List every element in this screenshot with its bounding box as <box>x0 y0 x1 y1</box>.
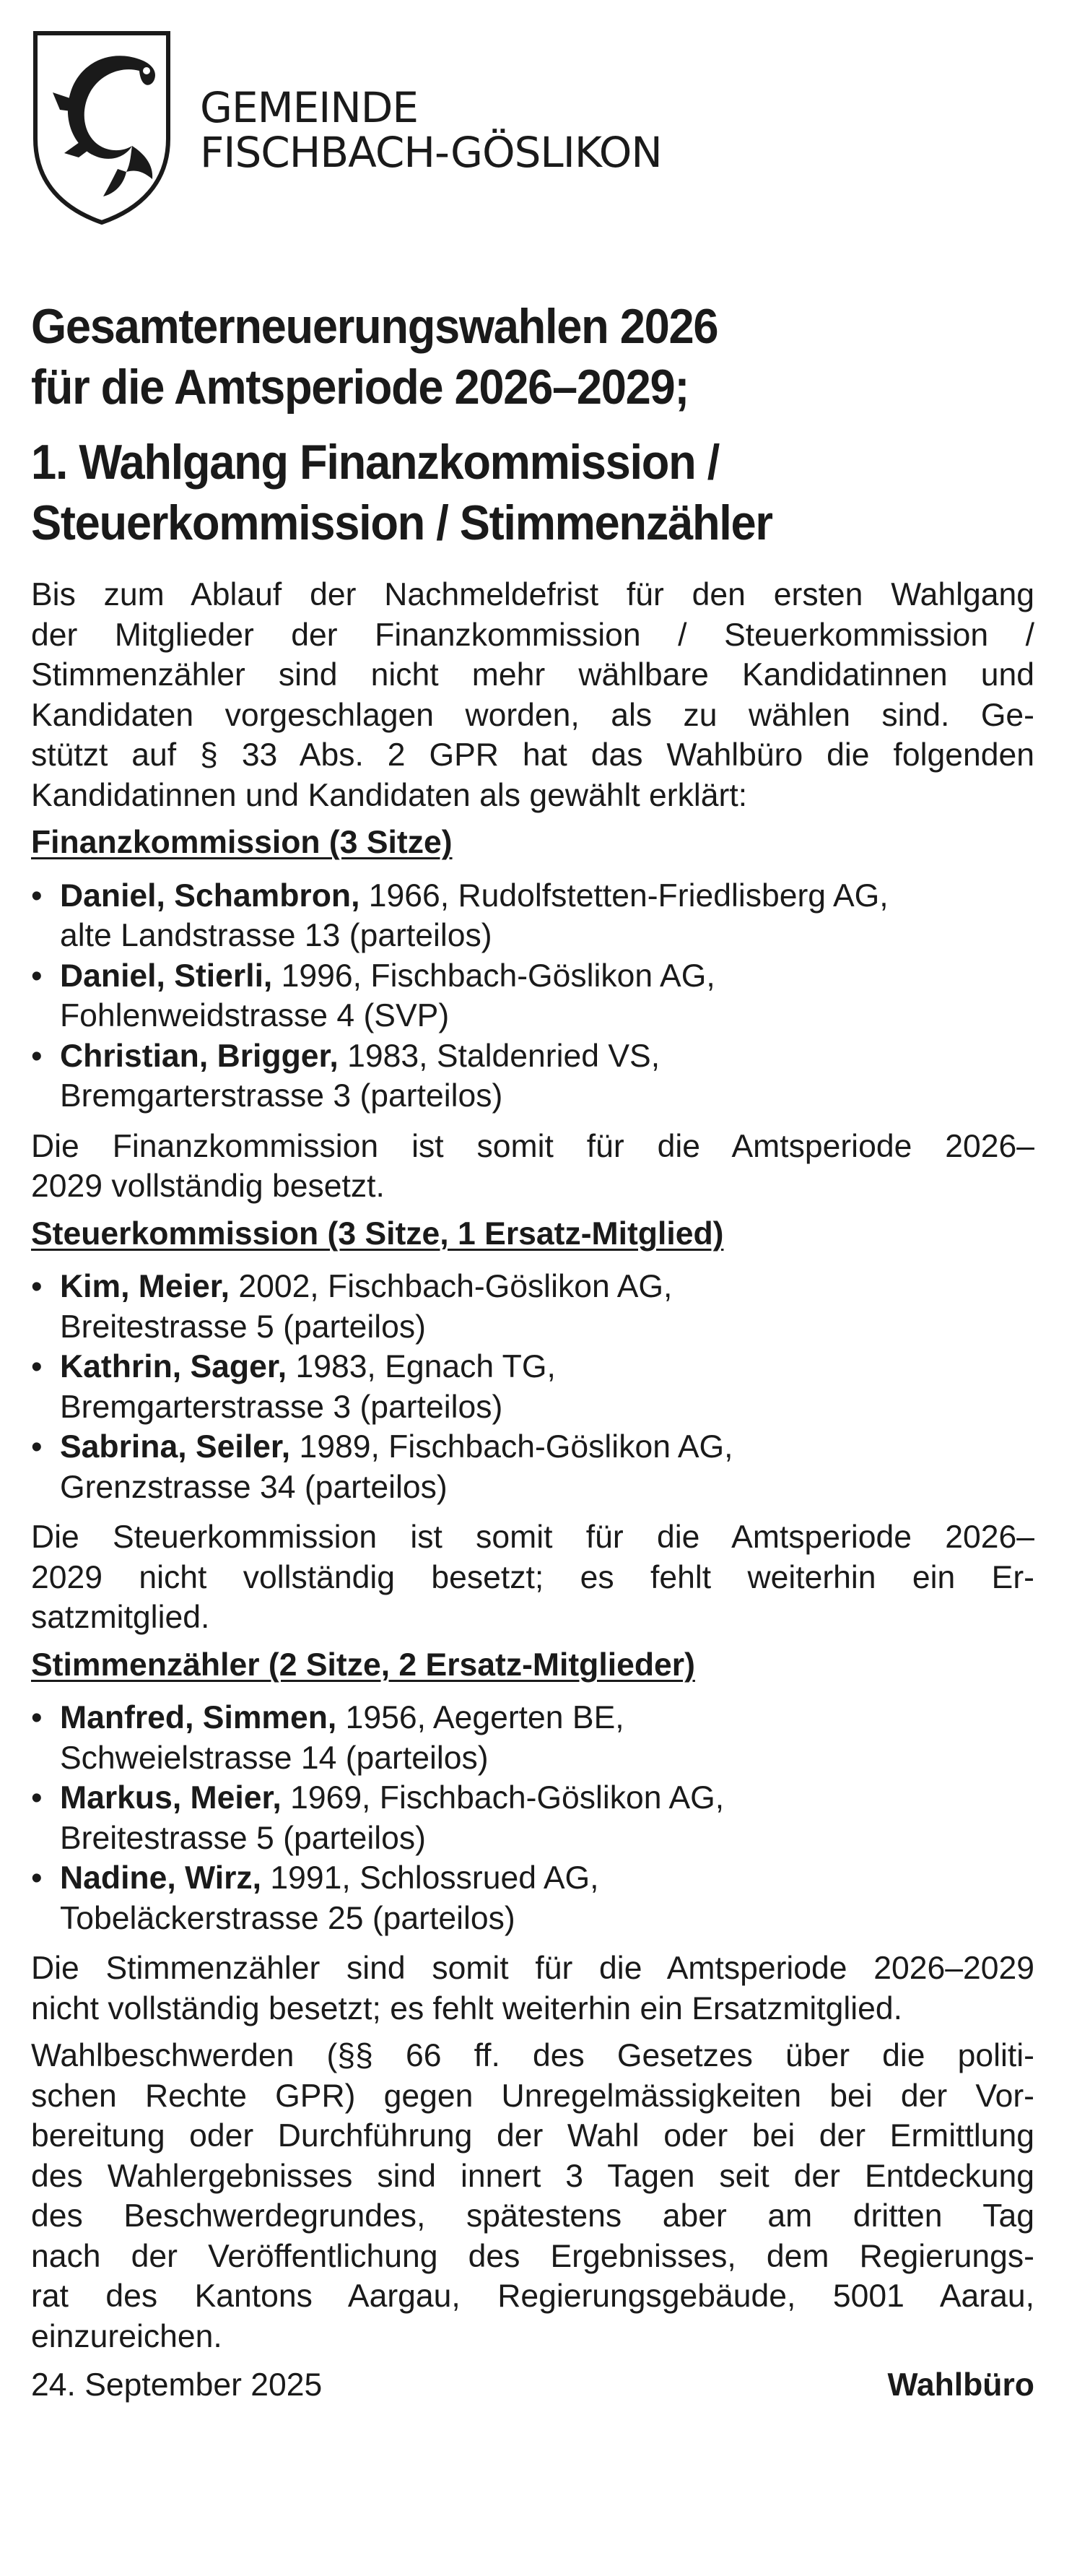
bullet-icon: • <box>31 1269 43 1304</box>
member-name: Daniel, Stierli, <box>60 958 273 994</box>
member-details: 1991, Schlossrued AG, <box>261 1860 599 1896</box>
member-item <box>31 956 1034 1036</box>
stimmenzaehler-members <box>31 1698 1034 1938</box>
note-line: Die Steuerkommission ist somit für die Amtsperiode 2026– <box>31 1519 1034 1555</box>
member-details: 2002, Fischbach-Göslikon AG, <box>229 1269 673 1304</box>
note-line: 2029 vollständig besetzt. <box>31 1168 385 1204</box>
intro-line: Bis zum Ablauf der Nachmeldefrist für den ersten Wahlgang <box>31 577 1034 612</box>
member-address: alte Landstrasse 13 (parteilos) <box>60 918 492 953</box>
member-address: Bremgarterstrasse 3 (parteilos) <box>60 1078 503 1114</box>
intro-paragraph <box>31 575 1034 815</box>
member-name: Daniel, Schambron, <box>60 877 360 914</box>
publication-date: 24. September 2025 <box>31 2367 323 2403</box>
title-line-2: für die Amtsperiode 2026–2029; <box>31 360 689 415</box>
member-details: 1996, Fischbach-Göslikon AG, <box>272 958 715 994</box>
member-name: Markus, Meier, <box>60 1780 282 1816</box>
appeal-line: rat des Kantons Aargau, Regierungsgebäude, 5001 Aarau, <box>31 2278 1034 2314</box>
municipality-line-2: FISCHBACH-GÖSLIKON <box>200 128 662 177</box>
member-item <box>31 1698 1034 1778</box>
intro-line: stützt auf § 33 Abs. 2 GPR hat das Wahlbüro die folgenden <box>31 737 1034 773</box>
header <box>31 30 1034 225</box>
member-address: Grenzstrasse 34 (parteilos) <box>60 1469 448 1505</box>
bullet-icon: • <box>31 877 43 914</box>
appeal-line: des Wahlergebnisses sind innert 3 Tagen seit der Entdeckung <box>31 2158 1034 2194</box>
member-details: 1966, Rudolfstetten-Friedlisberg AG, <box>359 877 889 914</box>
member-item <box>31 1427 1034 1507</box>
member-address: Bremgarterstrasse 3 (parteilos) <box>60 1389 503 1425</box>
finanzkommission-note <box>31 1127 1034 1207</box>
bullet-icon: • <box>31 1038 43 1074</box>
member-item <box>31 1858 1034 1938</box>
note-line: satzmitglied. <box>31 1600 210 1635</box>
appeal-line: schen Rechte GPR) gegen Unregelmässigkeiten bei der Vor- <box>31 2078 1034 2114</box>
member-name: Kim, Meier, <box>60 1269 230 1304</box>
member-item <box>31 876 1034 956</box>
bullet-icon: • <box>31 1429 43 1465</box>
title-line-4: Steuerkommission / Stimmenzähler <box>31 495 772 550</box>
member-address: Tobeläckerstrasse 25 (parteilos) <box>60 1900 515 1936</box>
member-address: Fohlenweidstrasse 4 (SVP) <box>60 998 450 1033</box>
notice-title <box>31 296 1038 553</box>
member-name: Manfred, Simmen, <box>60 1700 337 1735</box>
intro-line: der Mitglieder der Finanzkommission / Steuerkommission / <box>31 617 1034 653</box>
footer <box>31 2365 1034 2406</box>
municipality-name <box>200 85 662 175</box>
member-address: Breitestrasse 5 (parteilos) <box>60 1820 426 1856</box>
member-details: 1983, Egnach TG, <box>287 1349 556 1384</box>
note-line: 2029 nicht vollständig besetzt; es fehlt weiterhin ein Er- <box>31 1559 1034 1595</box>
signature: Wahlbüro <box>887 2367 1034 2403</box>
bullet-icon: • <box>31 1700 43 1735</box>
member-name: Sabrina, Seiler, <box>60 1429 291 1465</box>
appeal-paragraph <box>31 2036 1034 2356</box>
section-heading-steuerkommission: Steuerkommission (3 Sitze, 1 Ersatz-Mitglied) <box>31 1215 724 1252</box>
member-address: Breitestrasse 5 (parteilos) <box>60 1309 426 1345</box>
intro-line: Kandidaten vorgeschlagen worden, als zu wählen sind. Ge- <box>31 697 1034 733</box>
appeal-line: einzureichen. <box>31 2318 222 2354</box>
member-item <box>31 1778 1034 1858</box>
notice-page <box>31 30 1034 2406</box>
appeal-line: des Beschwerdegrundes, spätestens aber am dritten Tag <box>31 2198 1034 2234</box>
title-line-3: 1. Wahlgang Finanzkommission / <box>31 435 719 490</box>
finanzkommission-members <box>31 876 1034 1116</box>
bullet-icon: • <box>31 958 43 994</box>
member-item <box>31 1267 1034 1347</box>
member-address: Schweielstrasse 14 (parteilos) <box>60 1740 489 1776</box>
member-name: Kathrin, Sager, <box>60 1349 287 1384</box>
note-line: nicht vollständig besetzt; es fehlt weiterhin ein Ersatzmitglied. <box>31 1990 903 2026</box>
municipality-line-1: GEMEINDE <box>200 83 419 132</box>
section-heading-stimmenzaehler: Stimmenzähler (2 Sitze, 2 Ersatz-Mitglieder) <box>31 1647 695 1683</box>
member-details: 1989, Fischbach-Göslikon AG, <box>290 1429 733 1465</box>
bullet-icon: • <box>31 1860 43 1896</box>
member-details: 1983, Staldenried VS, <box>338 1038 660 1074</box>
bullet-icon: • <box>31 1780 43 1816</box>
appeal-line: bereitung oder Durchführung der Wahl oder bei der Ermittlung <box>31 2118 1034 2154</box>
member-item <box>31 1347 1034 1427</box>
note-line: Die Stimmenzähler sind somit für die Amtsperiode 2026–2029 <box>31 1951 1034 1986</box>
member-item <box>31 1036 1034 1116</box>
section-heading-finanzkommission: Finanzkommission (3 Sitze) <box>31 825 453 860</box>
member-details: 1956, Aegerten BE, <box>336 1700 624 1735</box>
member-name: Nadine, Wirz, <box>60 1860 261 1896</box>
note-line: Die Finanzkommission ist somit für die Amtsperiode 2026– <box>31 1128 1034 1164</box>
member-details: 1969, Fischbach-Göslikon AG, <box>281 1780 725 1816</box>
bullet-icon: • <box>31 1349 43 1384</box>
notice-body <box>31 575 1034 2406</box>
fish-crest-icon <box>31 30 173 225</box>
title-line-1: Gesamterneuerungswahlen 2026 <box>31 299 718 354</box>
stimmenzaehler-note <box>31 1948 1034 2029</box>
intro-line: Kandidatinnen und Kandidaten als gewählt erklärt: <box>31 777 748 813</box>
appeal-line: nach der Veröffentlichung des Ergebnisses, dem Regierungs- <box>31 2238 1034 2274</box>
steuerkommission-members <box>31 1267 1034 1507</box>
steuerkommission-note <box>31 1517 1034 1638</box>
appeal-line: Wahlbeschwerden (§§ 66 ff. des Gesetzes über die politi- <box>31 2038 1034 2073</box>
member-name: Christian, Brigger, <box>60 1038 339 1074</box>
intro-line: Stimmenzähler sind nicht mehr wählbare Kandidatinnen und <box>31 657 1034 693</box>
